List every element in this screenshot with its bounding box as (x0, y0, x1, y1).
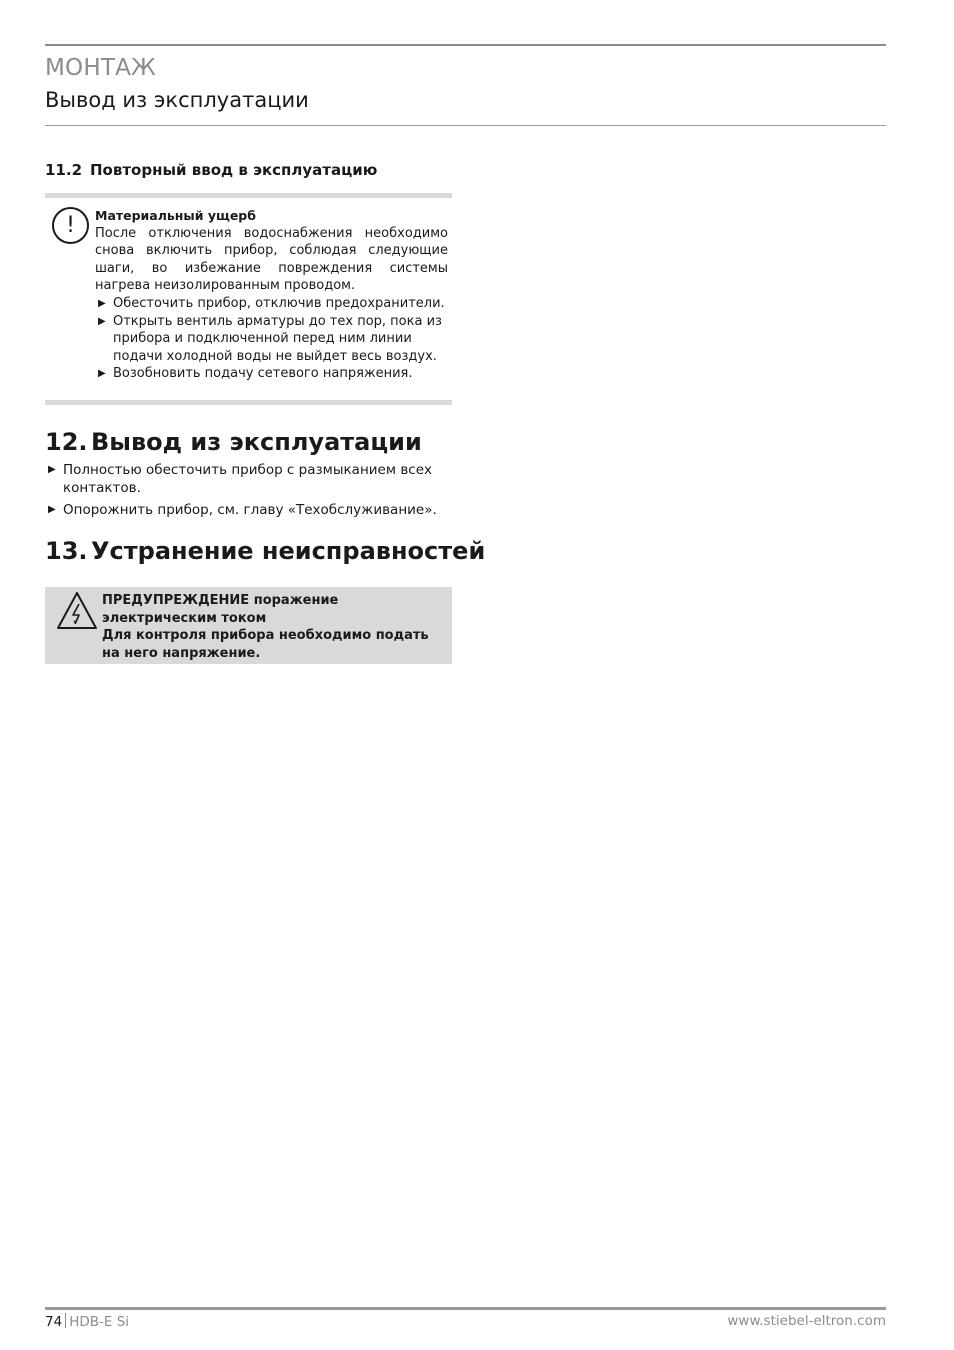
warning-content (102, 592, 450, 662)
heading-number: 12. (45, 428, 88, 456)
note-text: После отключения водоснабжения необходимо снова включить прибор, соблюдая следующие шаги, во избежание повреждения системы нагрева неизолированным проводом. (95, 225, 448, 294)
heading-13 (45, 537, 485, 565)
heading-number: 11.2 (45, 161, 83, 179)
header-top-rule (45, 44, 886, 46)
bullet-arrow-icon: ▶ (48, 464, 56, 475)
heading-title: Устранение неисправностей (91, 537, 486, 565)
material-damage-note (45, 193, 452, 405)
list-item: ▶ Полностью обесточить прибор с размыканием всех контактов. (48, 462, 432, 496)
note-title: Материальный ущерб (95, 208, 256, 223)
footer-left (45, 1313, 129, 1330)
section-subtitle: Вывод из эксплуатации (45, 88, 309, 112)
note-step: ▶ Открыть вентиль арматуры до тех пор, пока из прибора и подключенной перед ним линии подачи холодной воды не выйдет весь воздух. (98, 313, 442, 364)
heading-11-2 (45, 161, 377, 179)
electric-shock-warning-icon (55, 590, 99, 632)
note-step: ▶ Возобновить подачу сетевого напряжения. (98, 366, 413, 382)
model-name: HDB-E Si (69, 1314, 130, 1330)
note-content (95, 207, 448, 383)
bullet-arrow-icon: ▶ (48, 504, 56, 515)
exclamation-circle-icon: ! (52, 207, 89, 244)
website-url: www.stiebel-eltron.com (727, 1313, 886, 1329)
page-number: 74 (45, 1314, 63, 1330)
bullet-arrow-icon: ▶ (98, 315, 106, 327)
note-step: ▶ Обесточить прибор, отключив предохранители. (98, 295, 445, 311)
header-bottom-rule (45, 125, 886, 126)
heading-title: Вывод из эксплуатации (91, 428, 422, 456)
warning-text: Для контроля прибора необходимо подать на него напряжение. (102, 628, 429, 661)
bullet-arrow-icon: ▶ (98, 368, 106, 380)
decommission-steps (45, 461, 452, 523)
list-item: ▶ Опорожнить прибор, см. главу «Техобслуживание». (48, 502, 437, 518)
footer-rule (45, 1307, 886, 1310)
heading-title: Повторный ввод в эксплуатацию (90, 161, 378, 179)
footer-separator (65, 1313, 66, 1328)
heading-12 (45, 428, 422, 456)
warning-title: ПРЕДУПРЕЖДЕНИЕ поражение электрическим током (102, 593, 339, 626)
section-label: МОНТАЖ (45, 55, 157, 81)
heading-number: 13. (45, 537, 88, 565)
bullet-arrow-icon: ▶ (98, 297, 106, 309)
electric-shock-warning (45, 587, 452, 664)
